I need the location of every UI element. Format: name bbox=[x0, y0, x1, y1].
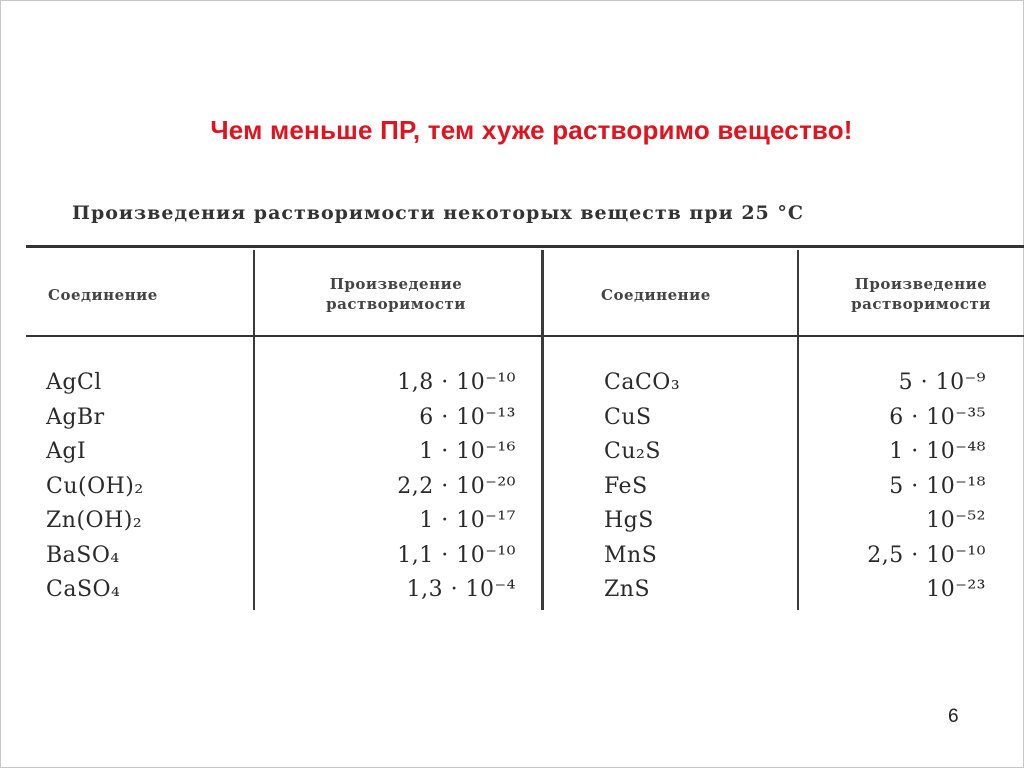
table-cell-ksp: 1,3 · 10⁻⁴ bbox=[406, 577, 516, 602]
header-product-left: Произведение растворимости bbox=[326, 275, 466, 313]
table-header-rule bbox=[26, 335, 1024, 337]
table-cell-compound: Cu(OH)₂ bbox=[46, 473, 144, 499]
table-cell-compound: CaSO₄ bbox=[46, 577, 121, 602]
table-cell-compound: MnS bbox=[604, 542, 658, 568]
table-cell-compound: FeS bbox=[604, 473, 648, 499]
column-divider-center bbox=[541, 250, 544, 610]
page-number: 6 bbox=[948, 706, 959, 727]
table-title: Произведения растворимости некоторых веществ при 25 °С bbox=[72, 202, 805, 224]
table-cell-ksp: 1,8 · 10⁻¹⁰ bbox=[397, 370, 516, 395]
left-compound-column bbox=[46, 366, 246, 608]
table-cell-compound: AgCl bbox=[46, 370, 102, 395]
table-cell-ksp: 1 · 10⁻¹⁶ bbox=[419, 439, 516, 464]
table-cell-ksp: 10⁻⁵² bbox=[926, 508, 986, 533]
table-cell-ksp: 1,1 · 10⁻¹⁰ bbox=[397, 542, 516, 568]
table-cell-ksp: 2,2 · 10⁻²⁰ bbox=[397, 473, 516, 499]
slide-headline: Чем меньше ПР, тем хуже растворимо вещество! bbox=[210, 115, 853, 145]
table-cell-ksp: 6 · 10⁻¹³ bbox=[419, 404, 516, 430]
table-cell-compound: HgS bbox=[604, 508, 654, 533]
table-cell-compound: ZnS bbox=[604, 577, 651, 602]
header-product-right: Произведение растворимости bbox=[851, 275, 991, 313]
table-cell-ksp: 5 · 10⁻¹⁸ bbox=[889, 473, 986, 499]
header-compound-left: Соединение bbox=[48, 286, 158, 304]
solubility-table bbox=[26, 190, 1024, 620]
table-cell-compound: CuS bbox=[604, 404, 652, 430]
table-top-rule bbox=[26, 245, 1024, 248]
table-cell-compound: Cu₂S bbox=[604, 439, 661, 464]
table-cell-ksp: 5 · 10⁻⁹ bbox=[898, 370, 986, 395]
table-cell-ksp: 1 · 10⁻¹⁷ bbox=[419, 508, 516, 533]
column-divider bbox=[253, 250, 255, 610]
header-compound-right: Соединение bbox=[601, 286, 711, 304]
table-cell-compound: AgI bbox=[46, 439, 87, 464]
table-cell-ksp: 10⁻²³ bbox=[926, 577, 986, 602]
column-divider bbox=[797, 250, 799, 610]
table-cell-compound: Zn(OH)₂ bbox=[46, 508, 143, 533]
table-cell-ksp: 2,5 · 10⁻¹⁰ bbox=[867, 542, 986, 568]
left-ksp-column bbox=[266, 366, 516, 608]
table-cell-ksp: 6 · 10⁻³⁵ bbox=[889, 404, 986, 430]
table-cell-compound: BaSO₄ bbox=[46, 542, 120, 568]
right-ksp-column bbox=[816, 366, 986, 608]
table-cell-compound: AgBr bbox=[46, 404, 105, 430]
table-cell-compound: CaCO₃ bbox=[604, 370, 681, 395]
table-cell-ksp: 1 · 10⁻⁴⁸ bbox=[889, 439, 986, 464]
right-compound-column bbox=[604, 366, 794, 608]
